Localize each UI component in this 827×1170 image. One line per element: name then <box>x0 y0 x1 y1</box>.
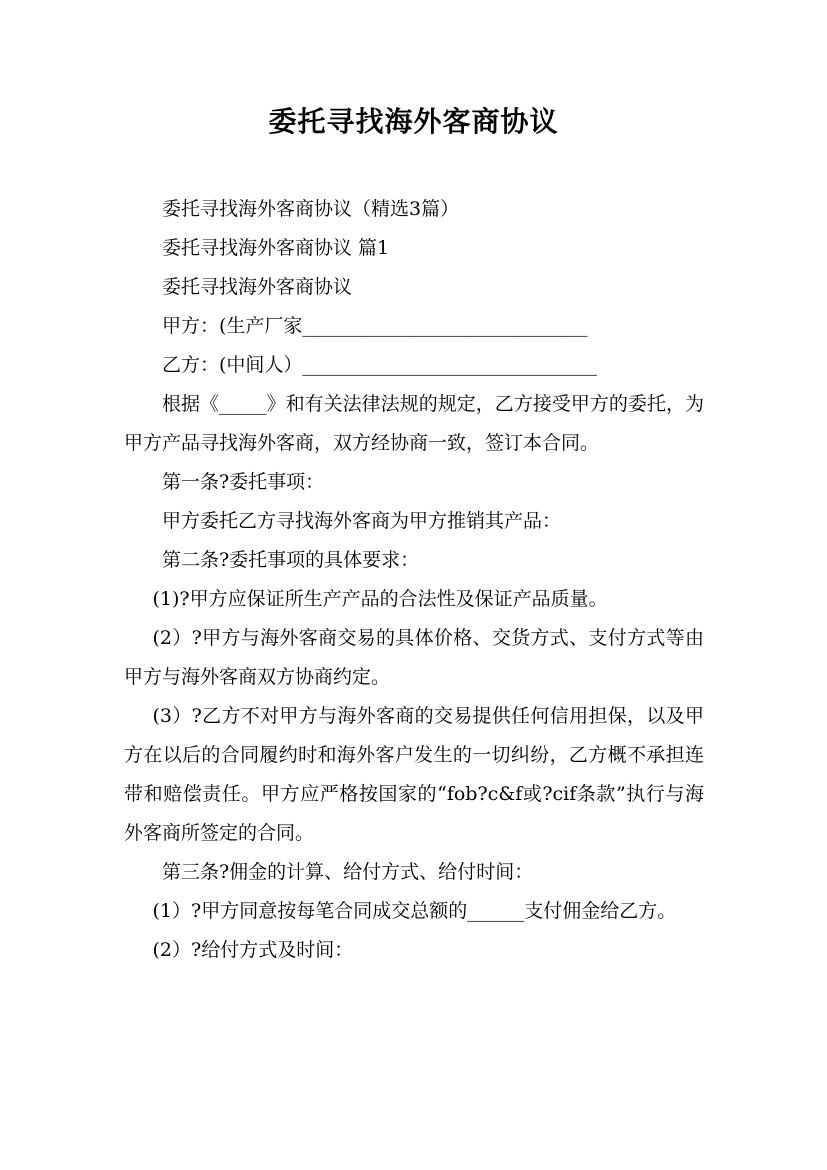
paragraph-agreement-name: 委托寻找海外客商协议 <box>162 276 353 298</box>
paragraph-article-2-heading: 第二条?委托事项的具体要求： <box>162 549 420 571</box>
paragraph-article-2-item-1: (1)?甲方应保证所生产产品的合法性及保证产品质量。 <box>152 588 608 610</box>
paragraph-preamble: 根据《_____》和有关法律法规的规定，乙方接受甲方的委托，为甲方产品寻找海外客商，双方经协商一致，签订本合同。 <box>124 393 704 454</box>
paragraph-party-a: 甲方：(生产厂家______________________________ <box>162 315 588 337</box>
paragraph-article-3-item-2: (2）?给付方式及时间： <box>152 939 354 961</box>
paragraph-party-b: 乙方：(中间人）_______________________________ <box>162 354 597 376</box>
paragraph-article-3-heading: 第三条?佣金的计算、给付方式、给付时间： <box>162 861 534 883</box>
paragraph-article-1-heading: 第一条?委托事项： <box>162 471 325 493</box>
paragraph-article-3-item-1: (1）?甲方同意按每笔合同成交总额的______支付佣金给乙方。 <box>152 900 677 922</box>
paragraph-section-heading: 委托寻找海外客商协议 篇1 <box>162 237 390 259</box>
document-body <box>124 190 704 970</box>
paragraph-article-2-item-2: (2）?甲方与海外客商交易的具体价格、交货方式、支付方式等由甲方与海外客商双方协商约定。 <box>124 627 704 688</box>
paragraph-subtitle: 委托寻找海外客商协议（精选3篇） <box>162 198 460 220</box>
document-title: 委托寻找海外客商协议 <box>268 105 559 138</box>
paragraph-article-1-body: 甲方委托乙方寻找海外客商为甲方推销其产品： <box>162 510 562 532</box>
paragraph-article-2-item-3: (3）?乙方不对甲方与海外客商的交易提供任何信用担保，以及甲方在以后的合同履约时和海外客户发生的一切纠纷，乙方概不承担连带和赔偿责任。甲方应严格按国家的“fob?c&f或?cif条款”执行与海外客商所签定的合同。 <box>124 705 704 844</box>
